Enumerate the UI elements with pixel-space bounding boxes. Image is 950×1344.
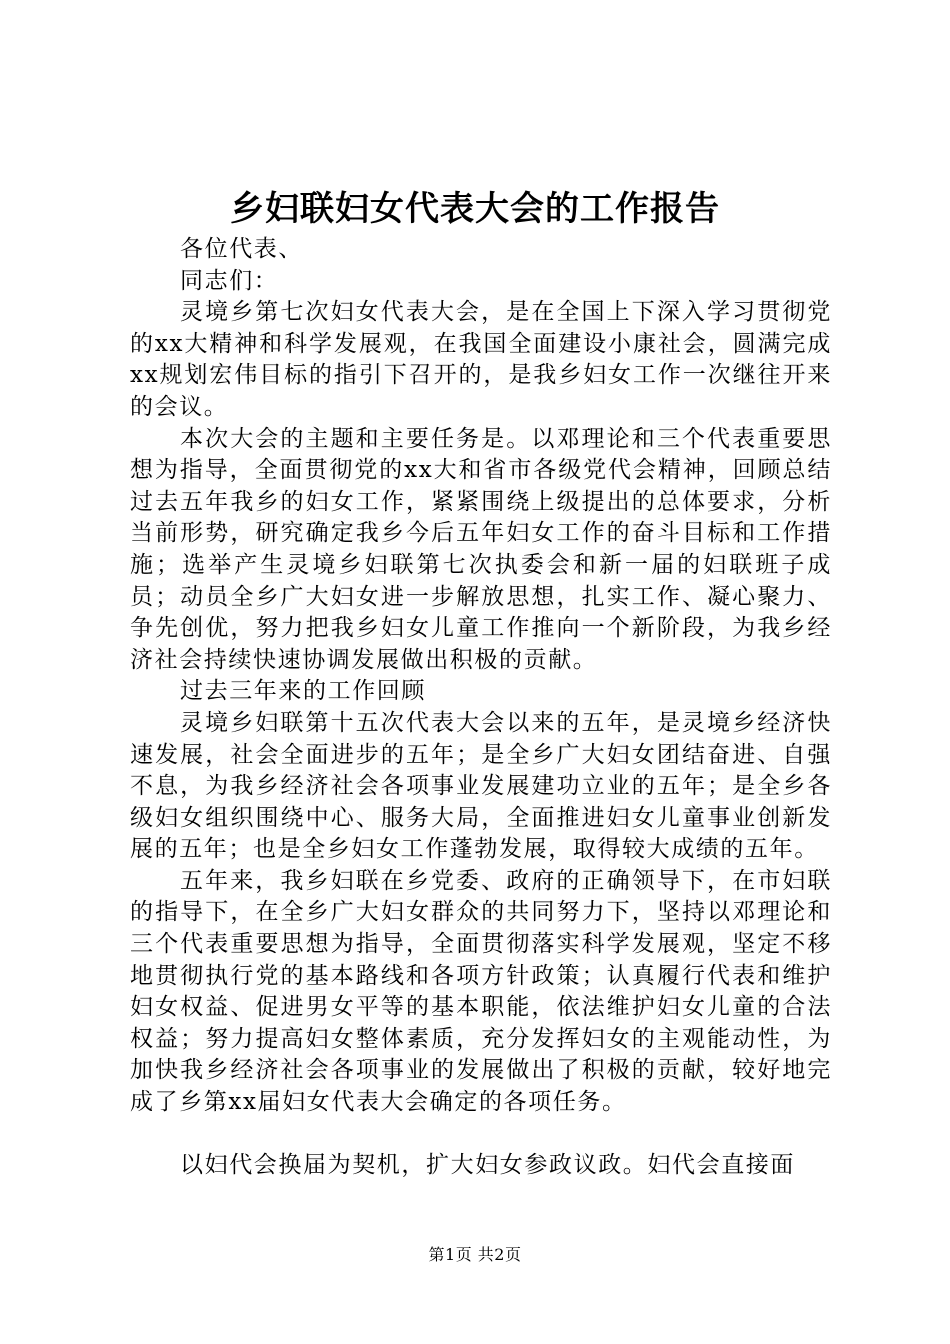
salutation-line-1: 各位代表、 <box>180 236 303 262</box>
salutation-line-2: 同志们： <box>180 267 279 294</box>
document-body <box>130 234 832 1181</box>
paragraph-election: 以妇代会换届为契机，扩大妇女参政议政。妇代会直接面 <box>180 1151 795 1178</box>
paragraph-theme: 本次大会的主题和主要任务是。以邓理论和三个代表重要思想为指导，全面贯彻党的xx大和省市各级党代会精神，回顾总结过去五年我乡的妇女工作，紧紧围绕上级提出的总体要求，分析当前形势，研究确定我乡今后五年妇女工作的奋斗目标和工作措施；选举产生灵境乡妇联第七次执委会和新一届的妇联班子成员；动员全乡广大妇女进一步解放思想，扎实工作、凝心聚力、争先创优，努力把我乡妇女儿童工作推向一个新阶段，为我乡经济社会持续快速协调发展做出积极的贡献。 <box>130 425 832 673</box>
section-heading: 过去三年来的工作回顾 <box>180 678 426 705</box>
page-footer: 第1页 共2页 <box>428 1245 522 1264</box>
paragraph-achievements: 五年来，我乡妇联在乡党委、政府的正确领导下，在市妇联的指导下，在全乡广大妇女群众的共同努力下，坚持以邓理论和三个代表重要思想为指导，全面贯彻落实科学发展观，坚定不移地贯彻执行党的基本路线和各项方针政策；认真履行代表和维护妇女权益、促进男女平等的基本职能，依法维护妇女儿童的合法权益；努力提高妇女整体素质，充分发挥妇女的主观能动性，为加快我乡经济社会各项事业的发展做出了积极的贡献，较好地完成了乡第xx届妇女代表大会确定的各项任务。 <box>130 867 832 1116</box>
document-title: 乡妇联妇女代表大会的工作报告 <box>230 189 720 229</box>
paragraph-intro: 灵境乡第七次妇女代表大会，是在全国上下深入学习贯彻党的xx大精神和科学发展观，在我国全面建设小康社会，圆满完成xx规划宏伟目标的指引下召开的，是我乡妇女工作一次继往开来的会议。 <box>130 299 832 420</box>
paragraph-review: 灵境乡妇联第十五次代表大会以来的五年，是灵境乡经济快速发展，社会全面进步的五年；是全乡广大妇女团结奋进、自强不息，为我乡经济社会各项事业发展建功立业的五年；是全乡各级妇女组织围绕中心、服务大局，全面推进妇女儿童事业创新发展的五年；也是全乡妇女工作蓬勃发展，取得较大成绩的五年。 <box>130 709 832 863</box>
